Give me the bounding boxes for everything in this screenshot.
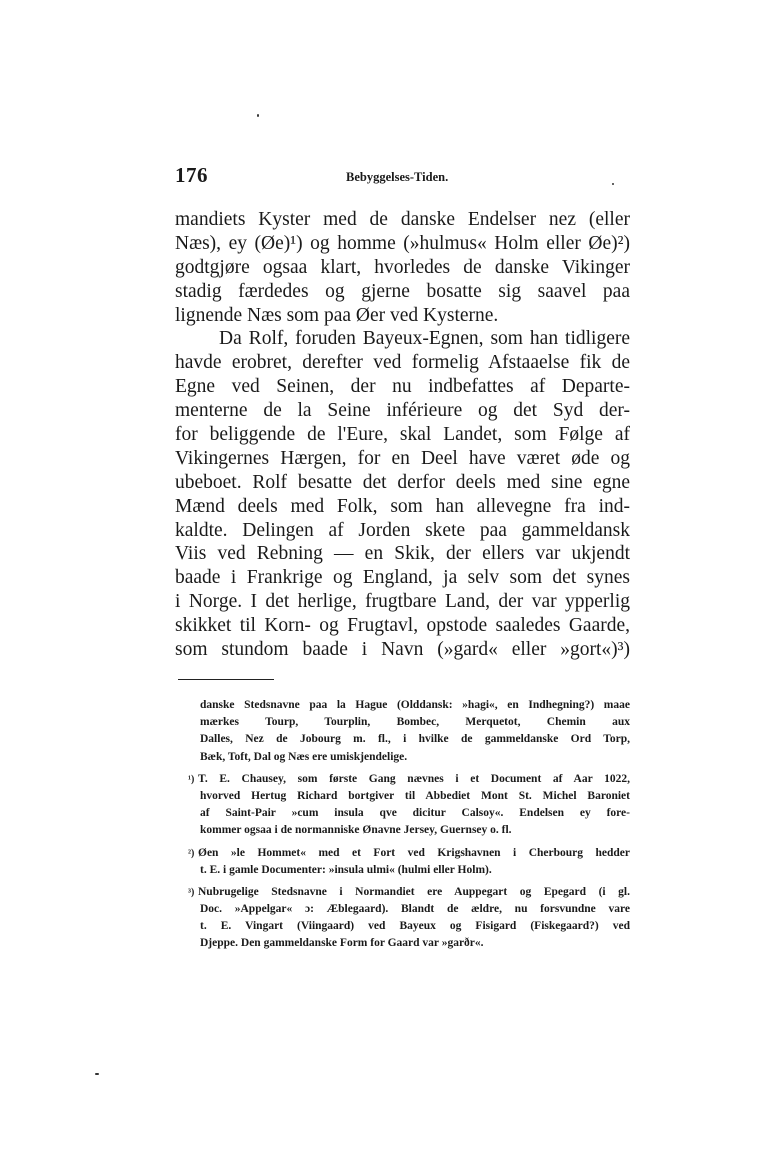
body-line: baade i Frankrige og England, ja selv som det synes [175, 567, 630, 589]
body-line: godtgjøre ogsaa klart, hvorledes de danske Vikinger [175, 256, 630, 278]
body-line: menterne de la Seine inférieure og det Syd der- [175, 400, 630, 422]
ink-speck [95, 1073, 99, 1075]
footnote-line: Djeppe. Den gammeldanske Form for Gaard var »garðr«. [200, 937, 484, 950]
footnote-line: t. E. Vingart (Viingaard) ved Bayeux og Fisigard (Fiskegaard?) ved [200, 920, 630, 933]
footnote-1 [188, 771, 630, 840]
footnote-line: Bæk, Toft, Dal og Næs ere umiskjendelige. [200, 750, 408, 763]
footnote-line [188, 884, 630, 901]
footnote-text: Øen »le Hommet« med et Fort ved Krigshavnen i Cherbourg hedder [198, 846, 630, 859]
body-line: Vikingernes Hærgen, for en Deel have været øde og [175, 447, 630, 469]
footnote-line: mærkes Tourp, Tourplin, Bombec, Merquetot, Chemin aux [200, 716, 630, 729]
body-line: stadig færdedes og gjerne bosatte sig saavel paa [175, 280, 630, 302]
page-number: 176 [175, 163, 208, 187]
ink-speck [257, 114, 259, 117]
running-title: Bebyggelses-Tiden. [346, 170, 449, 184]
footnote-3 [188, 884, 630, 953]
body-text [175, 208, 630, 662]
footnote-line [188, 771, 630, 788]
footnote-line: danske Stedsnavne paa la Hague (Olddansk: »hagi«, en Indhegning?) maae [200, 699, 630, 711]
body-line: Viis ved Rebning — en Skik, der ellers var ukjendt [175, 543, 630, 565]
body-line: havde erobret, derefter ved formelig Afstaaelse fik de [175, 352, 630, 374]
body-line: som stundom baade i Navn (»gard« eller »gort«)³) [175, 639, 630, 661]
footnote-line [188, 845, 630, 862]
footnote-marker: ²) [188, 847, 195, 859]
footnote-line: kommer ogsaa i de normanniske Ønavne Jersey, Guernsey o. fl. [200, 824, 512, 837]
body-line: ubeboet. Rolf besatte det derfor deels med sine egne [175, 471, 630, 493]
body-line: kaldte. Delingen af Jorden skete paa gammeldansk [175, 519, 630, 541]
body-line: for beliggende de l'Eure, skal Landet, som Følge af [175, 424, 630, 446]
body-line: lignende Næs som paa Øer ved Kysterne. [175, 304, 499, 326]
footnote-line: hvorved Hertug Richard bortgiver til Abbediet Mont St. Michel Baroniet [200, 789, 630, 802]
footnote-2 [188, 845, 630, 879]
footnotes [188, 697, 630, 953]
body-line: Næs), ey (Øe)¹) og homme (»hulmus« Holm eller Øe)²) [175, 232, 630, 254]
footnote-line: af Saint-Pair »cum insula qve dicitur Calsoy«. Endelsen ey fore- [200, 807, 630, 820]
body-line: mandiets Kyster med de danske Endelser nez (eller [175, 209, 630, 230]
footnote-line: Doc. »Appelgar« ɔ: Æblegaard). Blandt de ældre, nu forsvundne vare [200, 903, 630, 916]
footnote-marker: ¹) [188, 773, 195, 785]
body-line: i Norge. I det herlige, frugtbare Land, der var ypperlig [175, 591, 630, 613]
footnote-text: T. E. Chausey, som første Gang nævnes i et Document af Aar 1022, [198, 772, 630, 785]
body-line: skikket til Korn- og Frugtavl, opstode saaledes Gaarde, [175, 615, 630, 637]
footnote-continuation [200, 697, 630, 766]
body-line: Mænd deels med Folk, som han allevegne fra ind- [175, 495, 630, 517]
footnote-line: Dalles, Nez de Jobourg m. fl., i hvilke de gammeldanske Ord Torp, [200, 733, 630, 746]
body-line: Da Rolf, foruden Bayeux-Egnen, som han tidligere [219, 328, 630, 350]
footnote-line: t. E. i gamle Documenter: »insula ulmi« (hulmi eller Holm). [200, 863, 492, 876]
footnote-divider [178, 679, 274, 680]
ink-speck [612, 183, 614, 185]
footnote-marker: ³) [188, 886, 195, 898]
footnote-text: Nubrugelige Stedsnavne i Normandiet ere Auppegart og Epegard (i gl. [198, 885, 630, 898]
body-line: Egne ved Seinen, der nu indbefattes af Departe- [175, 376, 630, 398]
